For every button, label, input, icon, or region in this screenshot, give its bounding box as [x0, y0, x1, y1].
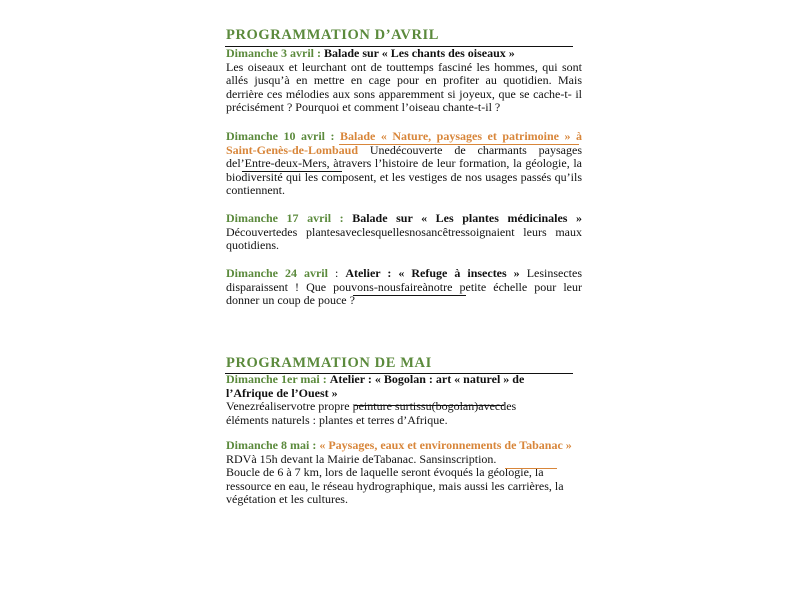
event-description: Lesinsectes disparaissent ! Que pouvons-nousfaireànotre petite échelle pour leur donner un coup de pouce ? — [226, 266, 582, 308]
event-description: Découvertedes plantesaveclesquellesnosancêtressoignaient leurs maux quotidiens. — [226, 224, 582, 253]
event-date: Dimanche 24 avril — [226, 266, 328, 280]
event-title: Balade sur « Les plantes médicinales » — [352, 211, 582, 225]
event-apr-10 — [226, 130, 582, 198]
annotation-underline — [339, 144, 579, 145]
event-title: Atelier : « Refuge à insectes » — [345, 266, 520, 280]
event-description-line: éléments naturels : plantes et terres d’Afrique. — [226, 412, 448, 427]
event-date: Dimanche 3 avril : — [226, 46, 321, 60]
event-title: « Paysages, eaux et environnements de Tabanac » — [319, 438, 572, 452]
event-apr-24 — [226, 267, 582, 308]
annotation-underline — [242, 171, 342, 172]
event-may-8 — [226, 439, 586, 507]
event-date: Dimanche 10 avril : — [226, 129, 335, 143]
annotation-underline — [354, 405, 504, 406]
event-may-1 — [226, 373, 546, 427]
event-description-line: Boucle de 6 à 7 km, lors de laquelle seront évoqués la géologie, la — [226, 465, 544, 480]
event-date: Dimanche 8 mai : — [226, 438, 317, 452]
event-separator: : — [327, 266, 346, 280]
event-apr-17 — [226, 212, 582, 253]
event-description-line: Venezréaliservotre propre peinture surtissu(bogolan)avecdes — [226, 399, 517, 414]
event-date: Dimanche 17 avril : — [226, 211, 344, 225]
event-description-line: végétation et les cultures. — [226, 492, 348, 507]
event-date: Dimanche 1er mai : — [226, 372, 327, 386]
event-title: Balade « Nature, paysages et patrimoine » à Saint-Genès-de-Lombaud — [226, 129, 583, 157]
event-description-line: RDVà 15h devant la Mairie deTabanac. Sansinscription. — [226, 451, 497, 466]
event-apr-3 — [226, 47, 582, 115]
may-heading: PROGRAMMATION DE MAI — [226, 355, 432, 371]
annotation-underline — [353, 295, 466, 296]
event-description: Unedécouverte de charmants paysages del’Entre-deux-Mers, àtravers l’histoire de leur formation, la géologie, la biodiversité qui les composent, et les vestiges de nos usages passés qu’ils contiennent. — [226, 142, 582, 198]
april-heading: PROGRAMMATION D’AVRIL — [226, 27, 440, 43]
event-description: Les oiseaux et leurchant ont de touttemps fasciné les hommes, qui sont allés jusqu’à en mettre en cage pour en profiter au quotidien. Mais derrière ces mélodies aux sons apparemment si joyeux, que se cache-t- il précisément ? Pourquoi et comment l’oiseau chante-t-il ? — [226, 59, 582, 115]
event-description-line: ressource en eau, le réseau hydrographique, mais aussi les carrières, la — [226, 478, 564, 493]
annotation-underline — [505, 468, 557, 469]
event-title: Balade sur « Les chants des oiseaux » — [324, 46, 515, 60]
event-title: Atelier : « Bogolan : art « naturel » de l’Afrique de l’Ouest » — [226, 372, 525, 400]
